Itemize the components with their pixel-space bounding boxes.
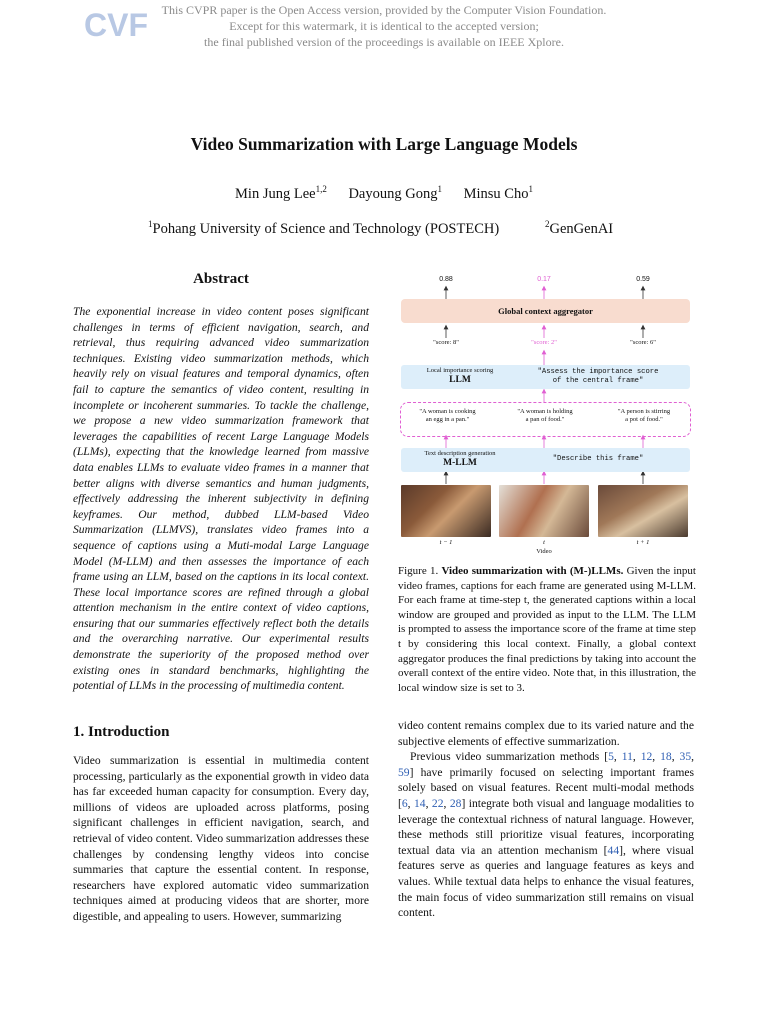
mllm-prompt: "Describe this frame" (552, 455, 644, 463)
author-list (0, 184, 768, 203)
intro-paragraph: Previous video summarization methods [5, 11, 12, 18, 35, 59] have primarily focused on selecting important frames solely based on visual features. Recent multi-modal methods [6, 14, 22, 28] integrate both visual and language modalities to leverage the contextual richness of natural language. However, these methods still prioritize visual features, incorporating textual data via an attention mechanism [44], where visual features serve as queries and language features as keys and values. While textual data helps to enhance the visual features, the main focus of video summarization still remains on visual content. (398, 750, 695, 920)
caption-title: Video summarization with (M-)LLMs. (441, 565, 624, 577)
frame-caption: "A person is stirring a pot of food." (617, 408, 671, 423)
citation-link[interactable]: 11 (621, 750, 633, 764)
mllm-subtitle: Text description generation (424, 450, 496, 457)
cvf-logo (84, 6, 148, 43)
author: Dayoung Gong$^1$ (348, 184, 442, 202)
citation-link[interactable]: 59 (398, 765, 410, 779)
llm-score: "score: 6" (630, 339, 656, 346)
video-frame-image (401, 485, 491, 537)
abstract-text: The exponential increase in video content poses significant challenges in terms of efficient navigation, search, and retrieval, thus requiring advanced video summarization techniques. Existing video summarization methods, which heavily rely on visual features and temporal dynamics, often fail to capture the semantics of video content, resulting in incomplete or incoherent summaries. To tackle the challenge, we propose a new video summarization framework that leverages the capabilities of recent Large Language Models (LLMs), expecting that the knowledge learned from massive data enables LLMs to evaluate video frames in a manner that better aligns with diverse semantics and human judgments, effectively addressing the inherent subjectivity in defining keyframes. Our method, dubbed LLM-based Video Summarization (LLMVS), translates video frames into a sequence of captions using a Muti-modal Large Language Model (M-LLM) and then assesses the importance of each frame using an LLM, based on the captions in its local context. These local importance scores are refined through a global attention mechanism in the entire context of video captions, ensuring that our summaries effectively reflect both the details and the overarching narrative. Our experimental results demonstrate the superiority of the proposed method over existing ones in standard benchmarks, highlighting the potential of LLMs in the processing of multimedia content. (73, 305, 369, 693)
section-heading: 1. Introduction (73, 724, 170, 740)
logo-text: CVF (84, 7, 148, 43)
global-context-aggregator: Global context aggregator (401, 299, 690, 323)
caption-label: Figure 1. (398, 565, 439, 577)
video-label: Video (536, 548, 552, 555)
video-frame-image (598, 485, 688, 537)
citation-link[interactable]: 44 (607, 843, 620, 857)
llm-prompt: "Assess the importance score of the central frame" (537, 368, 659, 385)
frame-label: t − 1 (439, 539, 453, 546)
paper-title: Video Summarization with Large Language Models (190, 134, 578, 154)
llm-box (401, 365, 690, 389)
affiliation: $^1$Pohang University of Science and Technology (POSTECH) (148, 219, 500, 237)
abstract-heading: Abstract (193, 271, 249, 287)
citation-link[interactable]: 22 (431, 796, 444, 810)
figure-caption (398, 564, 696, 695)
mllm-label: M-LLM (443, 458, 477, 468)
intro-paragraph: Video summarization is essential in multimedia content processing, particularly as the exponential growth in video data has far exceeded human capacity for consumption. Every day, millions of videos are uploaded across platforms, posing significant challenges in efficient navigation, search, and retrieval of video content. Video summarization addresses these challenges by condensing lengthy videos into concise summaries that capture the essential content. In response, researchers have explored automatic video summarization techniques aimed at producing videos that are shorter, more digestible, and appealing to users. However, summarizing (73, 754, 369, 923)
score-value: 0.17 (537, 276, 551, 283)
score-value: 0.59 (636, 276, 650, 283)
frame-caption: "A woman is holding a pan of food." (517, 408, 573, 423)
frame-label: t (543, 539, 545, 546)
citation-link[interactable]: 14 (414, 796, 426, 810)
frame-label: t + 1 (636, 539, 650, 546)
citation-link[interactable]: 28 (449, 796, 462, 810)
watermark-line: This CVPR paper is the Open Access version, provided by the Computer Vision Foundation. (161, 3, 607, 17)
llm-score: "score: 8" (433, 339, 459, 346)
citation-link[interactable]: 18 (660, 750, 672, 764)
intro-column-2 (398, 718, 694, 921)
llm-score: "score: 2" (531, 339, 557, 346)
watermark (160, 2, 608, 50)
frame-caption: "A woman is cooking an egg in a pan." (419, 408, 476, 423)
watermark-line: the final published version of the proceedings is available on IEEE Xplore. (204, 35, 564, 49)
score-value: 0.88 (439, 276, 453, 283)
citation-link[interactable]: 12 (640, 750, 653, 764)
intro-paragraph: video content remains complex due to its varied nature and the subjective elements of effective summarization. (398, 719, 694, 748)
video-frame-image (499, 485, 589, 537)
citation-link[interactable]: 5 (608, 750, 614, 764)
citation-link[interactable]: 35 (679, 750, 692, 764)
citation-link[interactable]: 6 (401, 796, 408, 810)
figure-1 (398, 270, 696, 560)
local-window (400, 402, 691, 437)
author: Min Jung Lee$^{1,2}$ (235, 184, 327, 202)
llm-subtitle: Local importance scoring (426, 367, 494, 374)
caption-text: Given the input video frames, captions for each frame are generated using M-LLM. For each frame at time-step t, the generated captions within a local window are grouped and provided as input to the LLM. The LLM is prompted to assess the importance score of the frame at time step t by considering this local context. Finally, a global context aggregator produces the final predictions by taking into account the overall context of the entire video. Note that, in this illustration, the local window size is set to 3. (398, 565, 696, 694)
llm-label: LLM (449, 375, 471, 385)
author: Minsu Cho$^1$ (463, 184, 533, 202)
affiliation: $^2$GenGenAI (545, 219, 614, 237)
watermark-line: Except for this watermark, it is identical to the accepted version; (229, 19, 539, 33)
mllm-box (401, 448, 690, 472)
